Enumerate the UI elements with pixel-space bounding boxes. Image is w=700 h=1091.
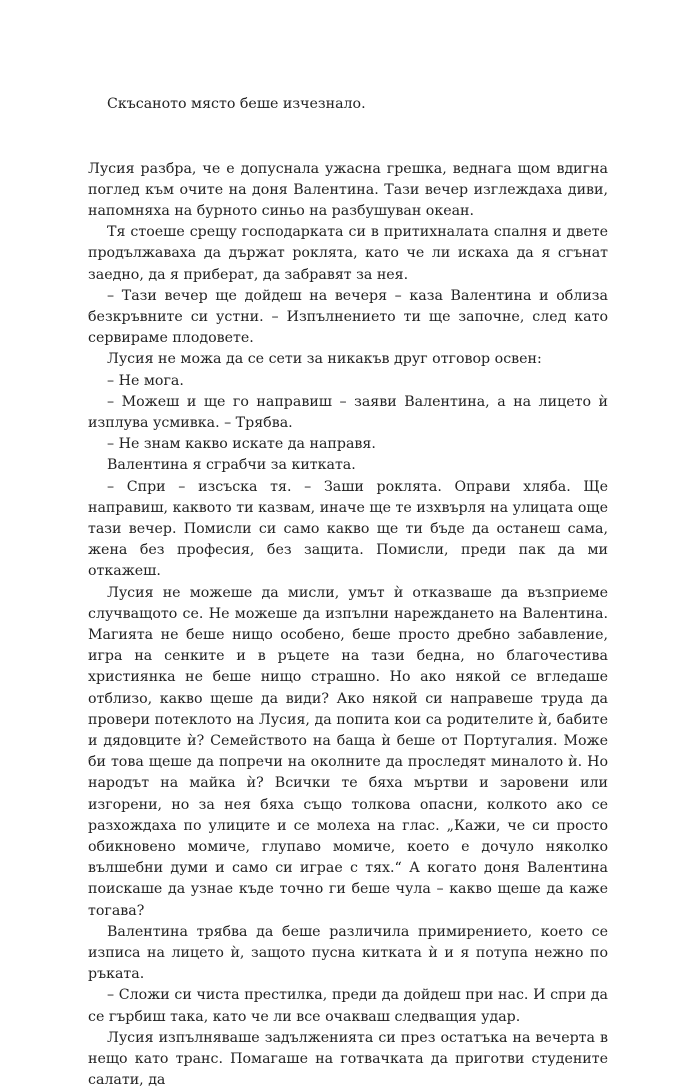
section-opening-line: Скъсаното място беше изчезнало. <box>88 94 608 116</box>
body-paragraph: Валентина я сграбчи за китката. <box>88 455 608 476</box>
book-page <box>88 94 608 1091</box>
section-break <box>88 116 608 159</box>
body-text <box>88 159 608 1091</box>
body-paragraph: – Спри – изсъска тя. – Заши роклята. Оправи хляба. Ще направиш, каквото ти казвам, иначе ще те изхвърля на улицата още тази вечер. Помисли си само какво ще ти бъде да останеш сама, жена без професия, без защита. Помисли, преди пак да ми откажеш. <box>88 477 608 583</box>
body-paragraph: – Не мога. <box>88 371 608 392</box>
body-paragraph: – Можеш и ще го направиш – заяви Валентина, а на лицето ѝ изплува усмивка. – Трябва. <box>88 392 608 434</box>
body-paragraph: Валентина трябва да беше различила примирението, което се изписа на лицето ѝ, защото пусна китката ѝ и я потупа нежно по ръката. <box>88 922 608 986</box>
body-paragraph: Лусия изпълняваше задълженията си през остатъка на вечерта в нещо като транс. Помагаше на готвачката да приготви студените салати, да <box>88 1028 608 1091</box>
body-paragraph: – Сложи си чиста престилка, преди да дойдеш при нас. И спри да се гърбиш така, като че ли все очакваш следващия удар. <box>88 985 608 1027</box>
body-paragraph: Тя стоеше срещу господарката си в притихналата спалня и двете продължаваха да държат роклята, като че ли искаха да я сгънат заедно, да я приберат, да забравят за нея. <box>88 222 608 286</box>
body-paragraph: – Тази вечер ще дойдеш на вечеря – каза Валентина и облиза безкръвните си устни. – Изпълнението ти ще започне, след като сервираме плодовете. <box>88 286 608 350</box>
body-paragraph: Лусия не можеше да мисли, умът ѝ отказваше да възприеме случващото се. Не можеше да изпълни нареждането на Валентина. Магията не беше нищо особено, беше просто дребно забавление, игра на сенките и в ръцете на тази бедна, но благочестива християнка не беше нищо страшно. Но ако някой се вгледаше отблизо, какво щеше да види? Ако някой си направеше труда да провери потеклото на Лусия, да попита кои са родителите ѝ, бабите и дядовците ѝ? Семейството на баща ѝ беше от Португалия. Може би това щеше да попречи на околните да проследят миналото ѝ. Но народът на майка ѝ? Всички те бяха мъртви и заровени или изгорени, но за нея бяха също толкова опасни, колкото ако се разхождаха по улиците и се молеха на глас. „Кажи, че си просто обикновено момиче, глупаво момиче, което е дочуло няколко вълшебни думи и само си играе с тях.“ А когато доня Валентина поискаше да узнае къде точно ги беше чула – какво щеше да каже тогава? <box>88 583 608 922</box>
body-paragraph: Лусия разбра, че е допуснала ужасна грешка, веднага щом вдигна поглед към очите на доня Валентина. Тази вечер изглеждаха диви, напомняха на бурното синьо на разбушуван океан. <box>88 159 608 223</box>
body-paragraph: – Не знам какво искате да направя. <box>88 434 608 455</box>
body-paragraph: Лусия не можа да се сети за никакъв друг отговор освен: <box>88 349 608 370</box>
